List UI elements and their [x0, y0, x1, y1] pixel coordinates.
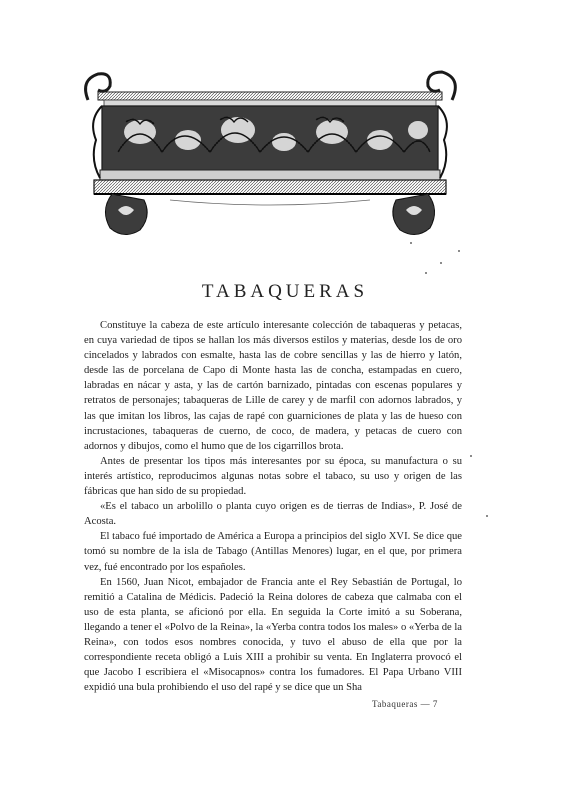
signature-mark: Tabaqueras — 7 [372, 699, 438, 709]
scan-speck [486, 515, 488, 517]
paragraph: Constituye la cabeza de este artículo interesante colección de tabaqueras y petacas, en cuya variedad de tipos se hallan los más diversos estilos y materias, desde los de oro cincelados y labrados con esmalte, hasta las de cobre sencillas y las de hierro y latón, desde las de porcelana de Capo di Monte hasta las de concha, estampadas en cuero, labradas en nácar y asta, y las de cartón barnizado, pintadas con escenas populares y retratos de personajes; tabaqueras de Lille de carey y de marfil con adornos labrados, y las que imitan los libros, las cajas de rapé con guarniciones de plata y las de hueso con incrustaciones, tabaqueras de cuerno, de coco, de madera, y petacas de cuero con adornos y dibujos, como el humo que de los cigarrillos brota. [84, 320, 462, 452]
scan-speck [440, 262, 442, 264]
scan-speck [458, 250, 460, 252]
scan-speck [470, 455, 472, 457]
body-text [84, 318, 462, 695]
paragraph: El tabaco fué importado de América a Europa a principios del siglo XVI. Se dice que tomó su nombre de la isla de Tabago (Antillas Menores) lugar, en el que, por primera vez, fué encontrado por los españoles. [84, 531, 462, 573]
paragraph: En 1560, Juan Nicot, embajador de Francia ante el Rey Sebastián de Portugal, lo remitió a Catalina de Médicis. Padeció la Reina dolores de cabeza que calmaba con el uso de esta planta, se aficionó por ella. En seguida la Corte imitó a su Soberana, llegando a tener el «Polvo de la Reina», la «Yerba contra todos los males» o «Yerba de la Reina», con todos esos nombres conocida, y tuvo el abuso de ella que por la correspondiente receta obligó a Luis XIII a prohibir su venta. En Inglaterra provocó el que Jacobo I escribiera el «Misocapnos» contra los fumadores. El Papa Urbano VIII expidió una bula prohibiendo el uso del rapé y se dice que un Sha [84, 576, 462, 694]
paragraph: «Es el tabaco un arbolillo o planta cuyo origen es de tierras de Indias», P. José de Acosta. [84, 501, 462, 528]
paragraph: Antes de presentar los tipos más interesantes por su época, su manufactura o su interés artístico, reproducimos algunas notas sobre el tabaco, su uso y origen de las fábricas que han sido de su propiedad. [84, 455, 462, 498]
scan-speck [425, 272, 427, 274]
scan-speck [410, 242, 412, 244]
ornamental-headpiece-image [70, 60, 470, 250]
page-title: TABAQUERAS [201, 281, 369, 302]
